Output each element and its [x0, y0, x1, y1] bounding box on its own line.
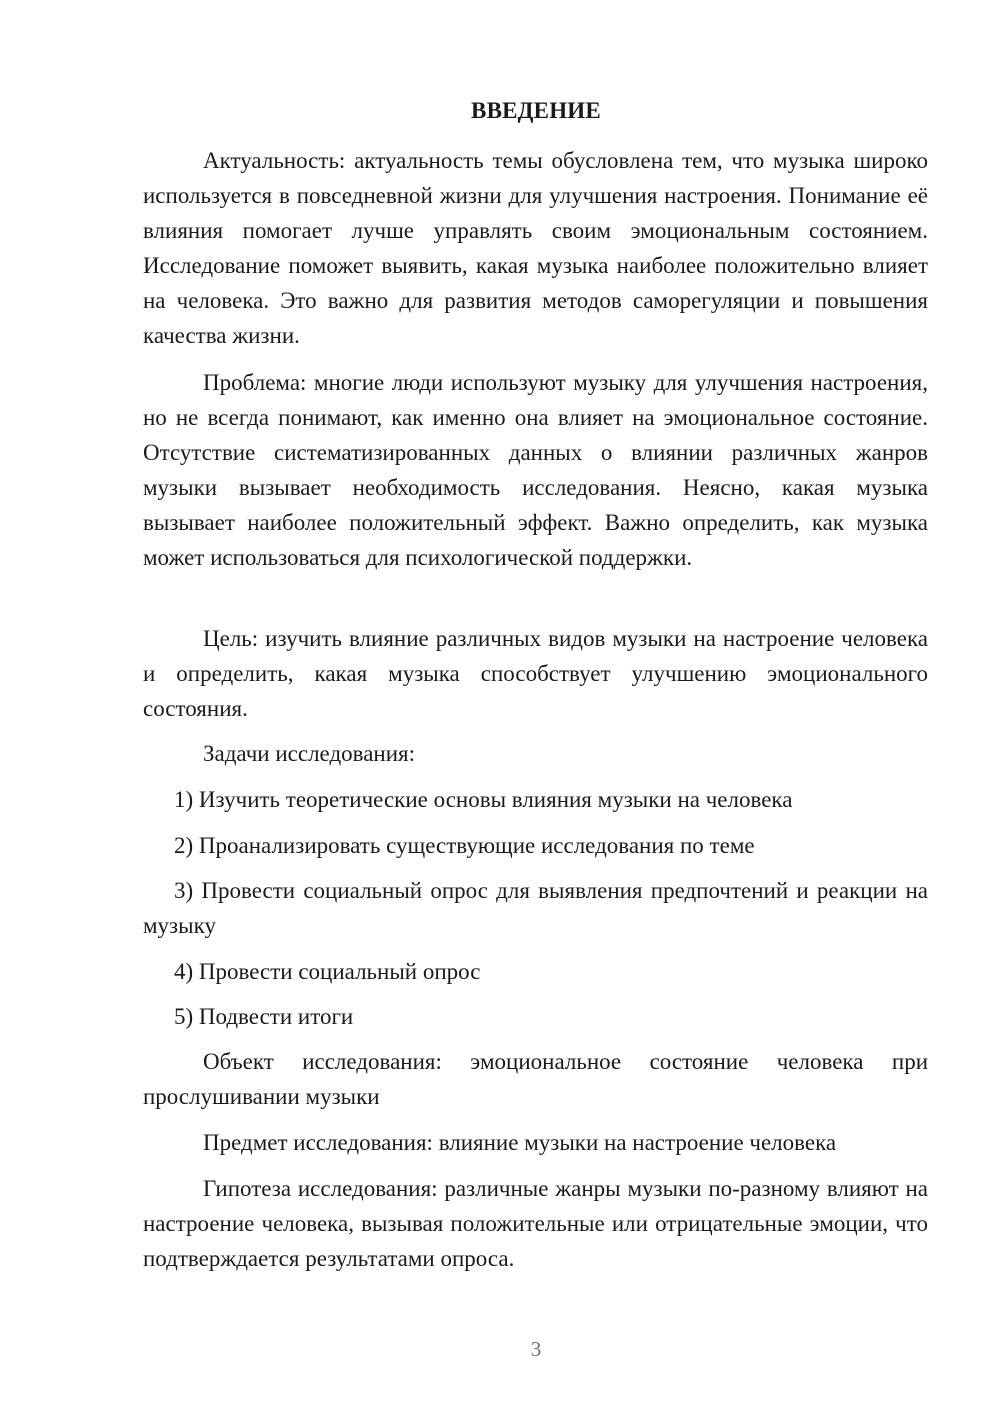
task-item-5: 5) Подвести итоги [174, 1004, 354, 1029]
task-item-2: 2) Проанализировать существующие исследования по теме [174, 833, 755, 858]
paragraph-relevance: Актуальность: актуальность темы обусловлена тем, что музыка широко используется в повседневной жизни для улучшения настроения. Понимание её влияния помогает лучше управлять своим эмоциональным состоянием. Исследование поможет выявить, какая музыка наиболее положительно влияет на человека. Это важно для развития методов саморегуляции и повышения качества жизни. [143, 148, 928, 348]
page-number: 3 [530, 1337, 542, 1361]
paragraph-problem: Проблема: многие люди используют музыку для улучшения настроения, но не всегда понимают, как именно она влияет на эмоциональное состояние. Отсутствие систематизированных данных о влиянии различных жанров музыки вызывает необходимость исследования. Неясно, какая музыка вызывает наиболее положительный эффект. Важно определить, как музыка может использоваться для психологической поддержки. [143, 370, 928, 570]
task-item-4: 4) Провести социальный опрос [174, 959, 481, 984]
tasks-heading: Задачи исследования: [203, 741, 416, 766]
task-item-1: 1) Изучить теоретические основы влияния музыки на человека [174, 787, 793, 812]
section-title: ВВЕДЕНИЕ [471, 98, 601, 123]
paragraph-hypothesis: Гипотеза исследования: различные жанры музыки по-разному влияют на настроение человека, вызывая положительные или отрицательные эмоции, что подтверждается результатами опроса. [143, 1176, 928, 1271]
task-item-3: 3) Провести социальный опрос для выявления предпочтений и реакции на музыку [143, 878, 928, 938]
paragraph-goal: Цель: изучить влияние различных видов музыки на настроение человека и определить, какая музыка способствует улучшению эмоционального состояния. [143, 626, 928, 721]
paragraph-object: Объект исследования: эмоциональное состояние человека при прослушивании музыки [143, 1049, 928, 1109]
paragraph-subject: Предмет исследования: влияние музыки на настроение человека [203, 1130, 837, 1155]
